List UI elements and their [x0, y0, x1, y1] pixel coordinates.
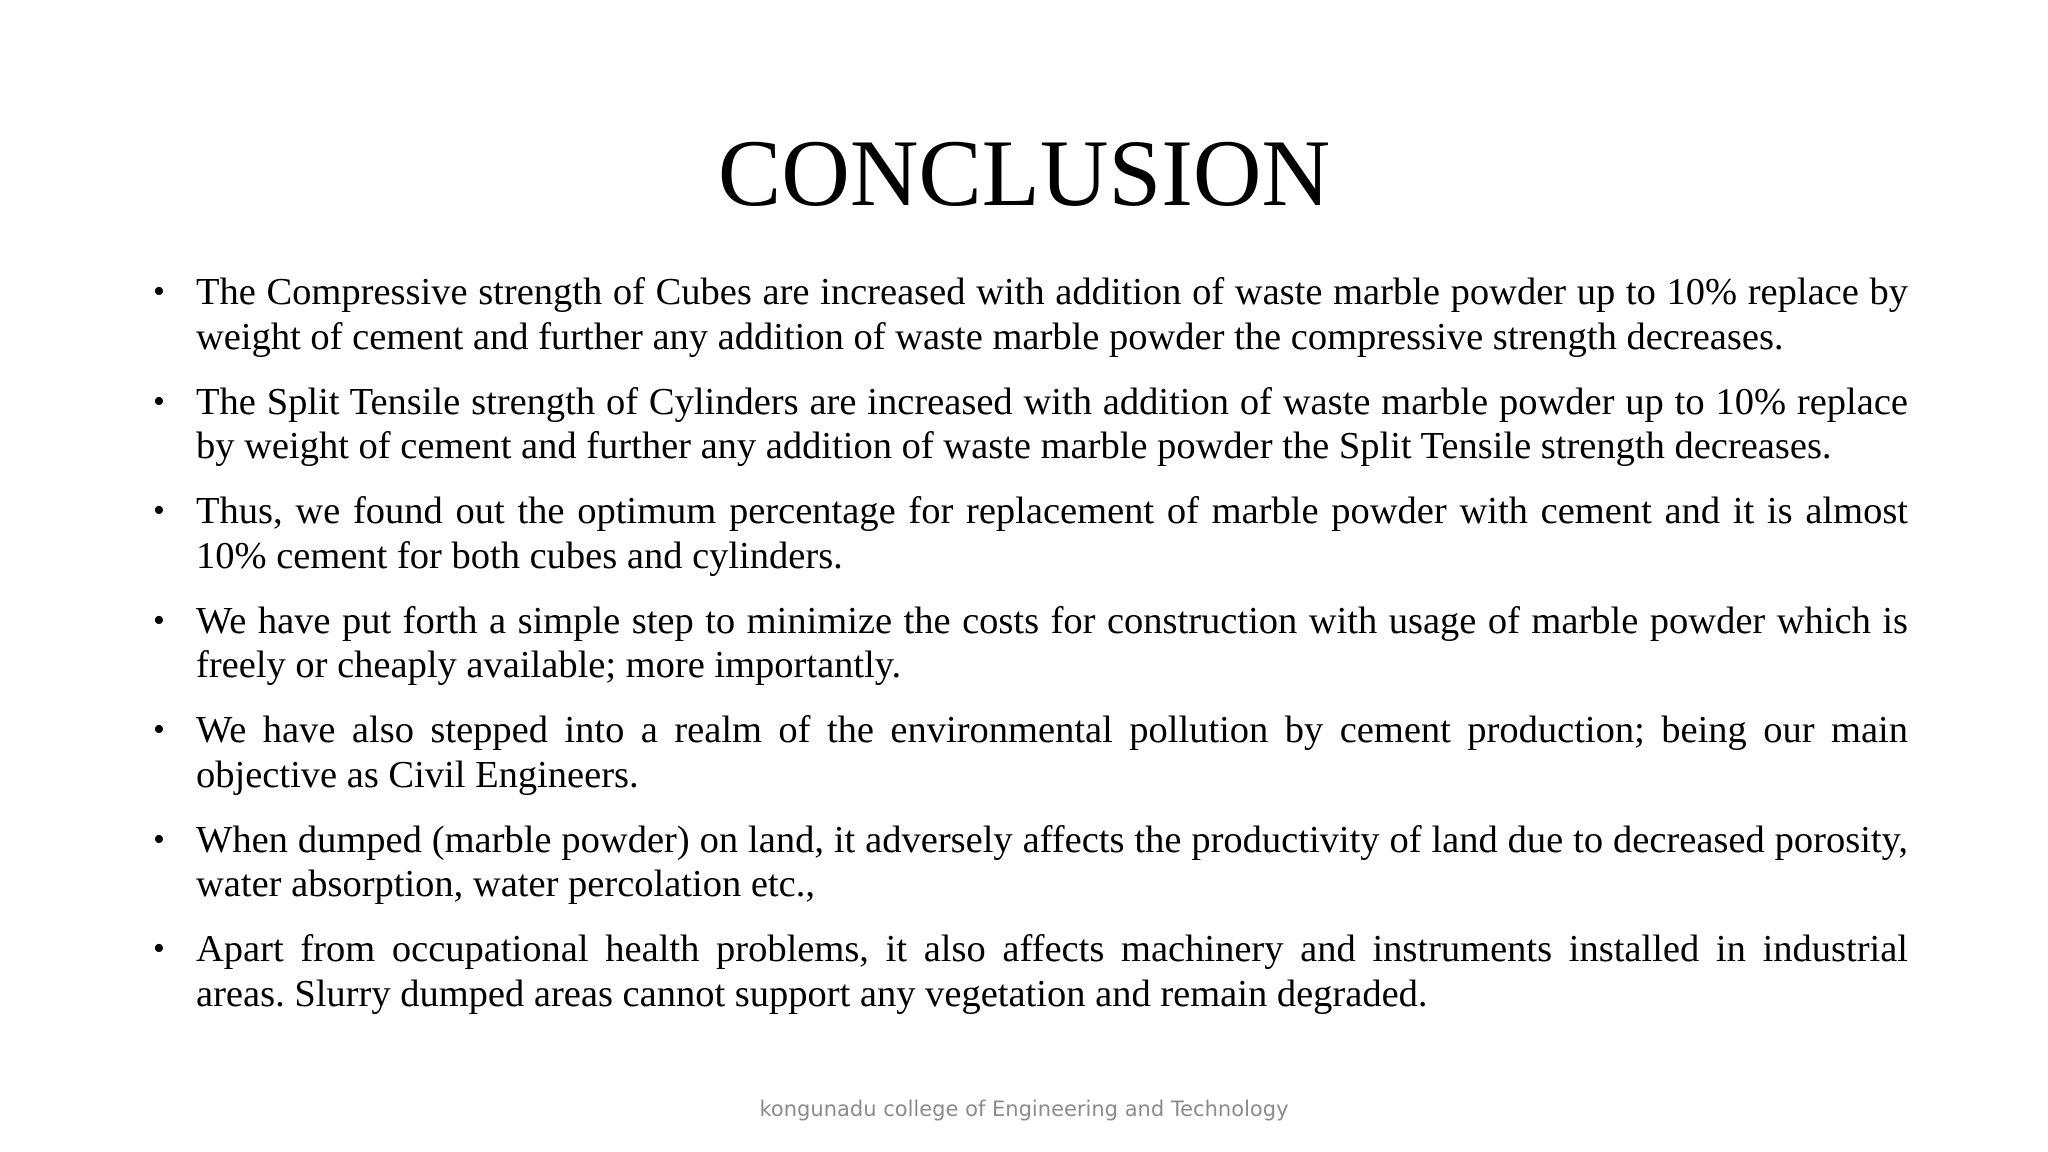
bullet-marker: •	[153, 273, 165, 310]
bullet-text: Thus, we found out the optimum percentage for replacement of marble powder with cement and it is almost 10% cement for both cubes and cylinders.	[196, 490, 1908, 577]
slide-title: CONCLUSION	[717, 120, 1331, 226]
conclusion-bullet-list	[153, 270, 1908, 1037]
bullet-text: The Compressive strength of Cubes are increased with addition of waste marble powder up to 10% replace by weight of cement and further any addition of waste marble powder the compressive strength decreases.	[196, 271, 1908, 358]
bullet-item-minimize-costs	[153, 599, 1908, 688]
bullet-item-environmental-pollution	[153, 708, 1908, 797]
bullet-marker: •	[153, 820, 165, 858]
bullet-item-compressive-strength	[153, 270, 1908, 359]
bullet-marker: •	[153, 492, 165, 529]
bullet-item-split-tensile-strength	[153, 380, 1908, 469]
bullet-marker: •	[153, 711, 165, 748]
bullet-text: We have also stepped into a realm of the environmental pollution by cement production; being our main objective as Civil Engineers.	[196, 709, 1908, 796]
bullet-item-occupational-health	[153, 927, 1908, 1016]
slide-footer: kongunadu college of Engineering and Technology	[759, 1097, 1289, 1121]
bullet-item-land-productivity	[153, 818, 1908, 907]
bullet-text: Apart from occupational health problems, it also affects machinery and instruments installed in industrial areas. Slurry dumped areas cannot support any vegetation and remain degraded.	[196, 928, 1908, 1015]
bullet-text: When dumped (marble powder) on land, it adversely affects the productivity of land due to decreased porosity, water absorption, water percolation etc.,	[196, 818, 1908, 905]
bullet-item-optimum-percentage	[153, 489, 1908, 578]
bullet-marker: •	[153, 601, 165, 639]
bullet-marker: •	[153, 382, 165, 420]
bullet-text: The Split Tensile strength of Cylinders are increased with addition of waste marble powder up to 10% replace by weight of cement and further any addition of waste marble powder the Split Tensile strength decreases.	[196, 380, 1908, 467]
bullet-marker: •	[153, 930, 165, 967]
bullet-text: We have put forth a simple step to minimize the costs for construction with usage of marble powder which is freely or cheaply available; more importantly.	[196, 599, 1908, 686]
